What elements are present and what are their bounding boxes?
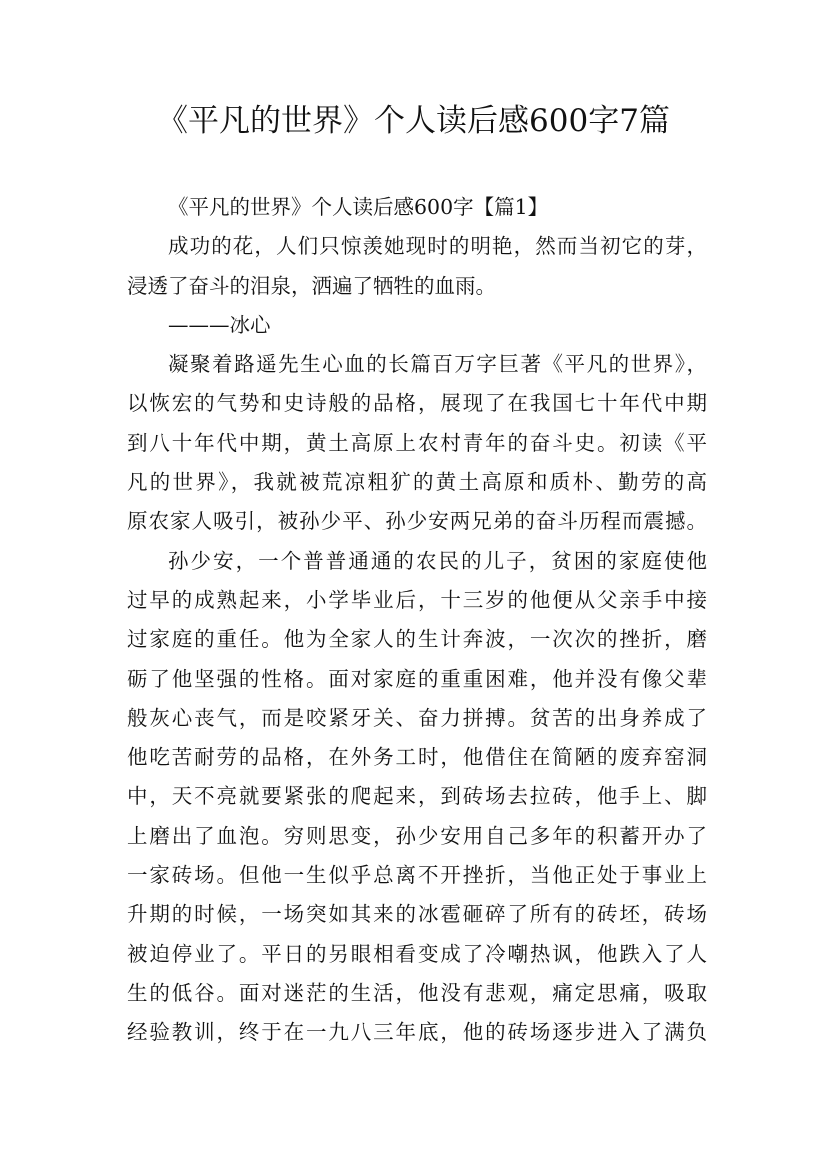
document-body — [127, 188, 707, 1053]
text-line: 被迫停业了。平日的另眼相看变成了冷嘲热讽，他跌入了人 — [127, 941, 707, 966]
text-line: 凝聚着路遥先生心血的长篇百万字巨著《平凡的世界》， — [168, 352, 707, 377]
document-title: 《平凡的世界》个人读后感600字7篇 — [157, 103, 670, 139]
text-line: 一家砖场。但他一生似乎总离不开挫折，当他正处于事业上 — [127, 863, 707, 888]
text-line: 生的低谷。面对迷茫的生活，他没有悲观，痛定思痛，吸取 — [127, 980, 707, 1005]
text-line: 原农家人吸引，被孙少平、孙少安两兄弟的奋斗历程而震撼。 — [127, 509, 707, 534]
text-line: 成功的花，人们只惊羡她现时的明艳，然而当初它的芽， — [168, 234, 707, 259]
text-line: 砺了他坚强的性格。面对家庭的重重困难，他并没有像父辈 — [127, 666, 707, 691]
text-line: 孙少安，一个普普通通的农民的儿子，贫困的家庭使他 — [168, 548, 707, 573]
text-line: ———冰心 — [168, 312, 271, 337]
text-line: 《平凡的世界》个人读后感600字【篇1】 — [168, 195, 549, 219]
text-line: 浸透了奋斗的泪泉，洒遍了牺牲的血雨。 — [127, 273, 496, 298]
text-line: 过早的成熟起来，小学毕业后，十三岁的他便从父亲手中接 — [127, 587, 707, 612]
text-line: 他吃苦耐劳的品格，在外务工时，他借住在简陋的废弃窑洞 — [127, 745, 707, 770]
text-line: 经验教训，终于在一九八三年底，他的砖场逐步进入了满负 — [127, 1020, 707, 1045]
text-line: 以恢宏的气势和史诗般的品格，展现了在我国七十年代中期 — [127, 391, 707, 416]
text-line: 凡的世界》，我就被荒凉粗犷的黄土高原和质朴、勤劳的高 — [127, 470, 707, 495]
text-line: 到八十年代中期，黄土高原上农村青年的奋斗史。初读《平 — [127, 430, 707, 455]
text-line: 过家庭的重任。他为全家人的生计奔波，一次次的挫折，磨 — [127, 627, 707, 652]
text-line: 般灰心丧气，而是咬紧牙关、奋力拼搏。贫苦的出身养成了 — [127, 705, 707, 730]
text-line: 上磨出了血泡。穷则思变，孙少安用自己多年的积蓄开办了 — [127, 823, 707, 848]
text-line: 中，天不亮就要紧张的爬起来，到砖场去拉砖，他手上、脚 — [127, 784, 707, 809]
text-line: 升期的时候，一场突如其来的冰雹砸碎了所有的砖坯，砖场 — [127, 902, 707, 927]
